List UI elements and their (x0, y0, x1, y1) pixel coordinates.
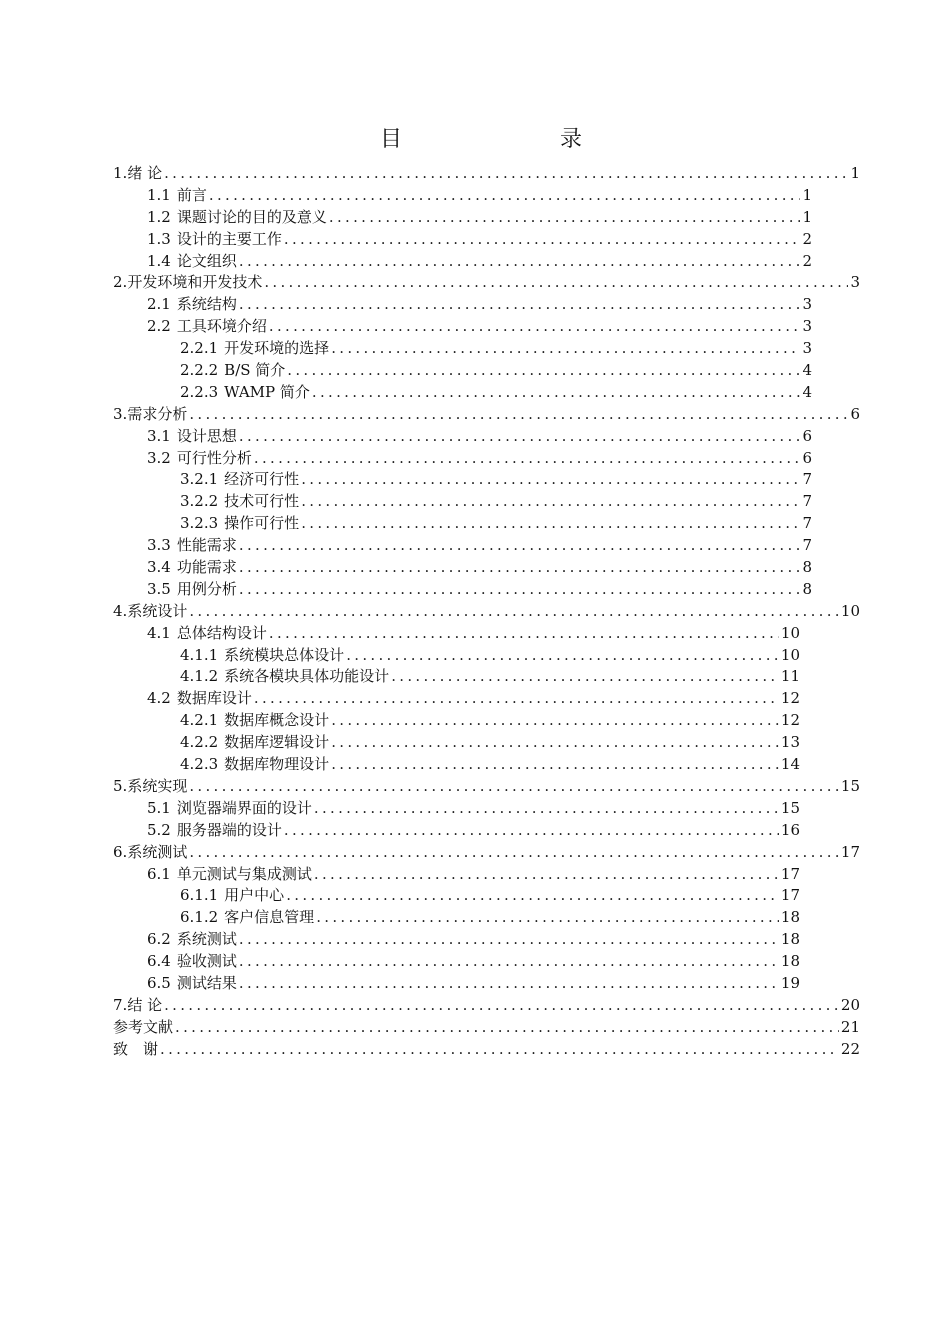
toc-entry[interactable] (113, 448, 860, 470)
toc-entry-page-number: 6 (802, 448, 812, 467)
toc-entry-label: 论文组织 (176, 251, 237, 270)
toc-entry-number: 2.2 (147, 317, 171, 336)
dot-leader (175, 1017, 839, 1039)
toc-entry-label: 功能需求 (176, 558, 237, 577)
toc-entry-label: 开发环境的选择 (224, 339, 330, 358)
toc-entry-number: 4. (113, 601, 128, 620)
toc-entry[interactable] (113, 251, 860, 273)
toc-entry[interactable] (113, 491, 860, 513)
page-title: 目 录 (379, 127, 620, 152)
toc-entry-label: B/S 简介 (224, 361, 286, 380)
toc-entry-label: 系统各模块具体功能设计 (224, 667, 390, 686)
toc-entry-number: 4.1.2 (180, 667, 219, 686)
toc-entry-label: WAMP 简介 (224, 382, 310, 401)
toc-entry[interactable] (113, 885, 860, 907)
toc-entry-label: 需求分析 (127, 404, 188, 423)
dot-leader (239, 973, 779, 995)
toc-entry-label: 操作可行性 (224, 514, 300, 533)
toc-entry-label: 结 论 (127, 995, 163, 1014)
toc-entry-label: 数据库设计 (176, 689, 252, 708)
toc-entry-label: 单元测试与集成测试 (176, 864, 312, 883)
toc-entry-label: 用户中心 (224, 886, 285, 905)
dot-leader (254, 688, 779, 710)
dot-leader (264, 272, 848, 294)
toc-entry[interactable] (113, 1039, 860, 1061)
toc-entry-page-number: 7 (802, 536, 812, 555)
toc-entry-label: 数据库逻辑设计 (224, 733, 330, 752)
toc-entry[interactable] (113, 995, 860, 1017)
toc-entry[interactable] (113, 732, 860, 754)
toc-entry-label: 性能需求 (176, 536, 237, 555)
toc-entry-number: 6.1 (147, 864, 171, 883)
toc-entry-page-number: 1 (802, 207, 812, 226)
toc-entry-number: 1.2 (147, 207, 171, 226)
dot-leader (391, 666, 779, 688)
dot-leader (189, 601, 839, 623)
toc-entry[interactable] (113, 754, 860, 776)
toc-entry[interactable] (113, 929, 860, 951)
toc-entry-number: 7. (113, 995, 128, 1014)
toc-entry-page-number: 1 (850, 164, 860, 182)
toc-entry-number: 3.5 (147, 579, 171, 598)
dot-leader (284, 229, 801, 251)
toc-entry-page-number: 18 (780, 952, 800, 971)
toc-entry-number: 3.2.2 (180, 492, 219, 511)
toc-entry[interactable] (113, 338, 860, 360)
toc-entry-label: 验收测试 (176, 952, 237, 971)
toc-entry-label: 用例分析 (176, 579, 237, 598)
toc-entry-label: 系统设计 (127, 601, 188, 620)
toc-entry-number: 6.2 (147, 930, 171, 949)
toc-entry-number: 4.1.1 (180, 645, 219, 664)
toc-entry-number: 1.1 (147, 185, 171, 204)
toc-entry-page-number: 3 (802, 295, 812, 314)
toc-entry-label: 可行性分析 (176, 448, 252, 467)
toc-entry[interactable] (113, 469, 860, 491)
dot-leader (239, 579, 801, 601)
toc-entry-page-number: 12 (780, 711, 800, 730)
toc-entry-number: 2.1 (147, 295, 171, 314)
toc-entry-page-number: 10 (780, 645, 800, 664)
dot-leader (239, 951, 779, 973)
toc-entry[interactable] (113, 272, 860, 294)
dot-leader (331, 754, 779, 776)
toc-entry-number: 4.1 (147, 623, 171, 642)
toc-entry-number: 2.2.1 (180, 339, 219, 358)
toc-entry-number: 2. (113, 273, 128, 292)
toc-entry-number: 6.5 (147, 973, 171, 992)
toc-entry-number: 6.1.1 (180, 886, 219, 905)
toc-entry[interactable] (113, 688, 860, 710)
toc-entry-page-number: 7 (802, 470, 812, 489)
toc-entry-number: 2.2.3 (180, 382, 219, 401)
toc-entry-page-number: 3 (802, 317, 812, 336)
dot-leader (239, 557, 801, 579)
dot-leader (287, 360, 800, 382)
toc-entry-page-number: 17 (780, 886, 800, 905)
toc-entry-number: 3.2.1 (180, 470, 219, 489)
toc-entry-page-number: 13 (780, 733, 800, 752)
dot-leader (301, 513, 800, 535)
toc-entry-number: 4.2.2 (180, 733, 219, 752)
toc-entry[interactable] (113, 666, 860, 688)
toc-entry-label: 经济可行性 (224, 470, 300, 489)
toc-entry-number: 6.1.2 (180, 908, 219, 927)
dot-leader (301, 469, 800, 491)
toc-entry-page-number: 2 (802, 229, 812, 248)
dot-leader (269, 316, 801, 338)
toc-entry[interactable] (113, 951, 860, 973)
toc-entry[interactable] (113, 294, 860, 316)
toc-entry-page-number: 18 (780, 908, 800, 927)
toc-entry-page-number: 6 (802, 426, 812, 445)
toc-entry[interactable] (113, 1017, 860, 1039)
toc-entry-label: 参考文献 (113, 1017, 174, 1036)
toc-entry[interactable] (113, 229, 860, 251)
toc-entry-page-number: 14 (780, 755, 800, 774)
toc-entry-number: 2.2.2 (180, 361, 219, 380)
toc-entry-page-number: 21 (840, 1017, 860, 1036)
toc-entry-label: 浏览器端界面的设计 (176, 798, 312, 817)
toc-entry-label: 服务器端的设计 (176, 820, 282, 839)
toc-entry-label: 课题讨论的目的及意义 (176, 207, 327, 226)
dot-leader (301, 491, 800, 513)
toc-entry-label: 前言 (176, 185, 207, 204)
toc-entry[interactable] (113, 623, 860, 645)
toc-entry-label: 系统测试 (127, 842, 188, 861)
toc-entry-page-number: 11 (780, 667, 800, 686)
toc-entry-page-number: 10 (780, 623, 800, 642)
toc-entry-page-number: 10 (840, 601, 860, 620)
toc-entry-number: 6. (113, 842, 128, 861)
toc-entry-label: 系统实现 (127, 776, 188, 795)
toc-entry-label: 绪 论 (127, 164, 163, 182)
dot-leader (284, 820, 779, 842)
toc-entry[interactable] (113, 382, 860, 404)
toc-entry-page-number: 2 (802, 251, 812, 270)
toc-entry[interactable] (113, 776, 860, 798)
toc-entry-number: 1. (113, 164, 128, 182)
dot-leader (239, 251, 801, 273)
toc-entry-page-number: 17 (780, 864, 800, 883)
toc-entry-page-number: 1 (802, 185, 812, 204)
toc-entry-page-number: 8 (802, 558, 812, 577)
toc-entry-label: 系统模块总体设计 (224, 645, 345, 664)
dot-leader (329, 207, 801, 229)
dot-leader (331, 732, 779, 754)
toc-entry-number: 5.2 (147, 820, 171, 839)
toc-entry-label: 设计的主要工作 (176, 229, 282, 248)
toc-entry-page-number: 15 (780, 798, 800, 817)
toc-entry[interactable] (113, 207, 860, 229)
toc-entry-page-number: 7 (802, 514, 812, 533)
toc-entry-page-number: 7 (802, 492, 812, 511)
toc-entry[interactable] (113, 185, 860, 207)
dot-leader (189, 404, 848, 426)
toc-entry-page-number: 19 (780, 973, 800, 992)
dot-leader (314, 798, 779, 820)
toc-entry[interactable] (113, 426, 860, 448)
toc-entry-label: 测试结果 (176, 973, 237, 992)
toc-entry-number: 3. (113, 404, 128, 423)
dot-leader (254, 448, 801, 470)
toc-entry-label: 数据库概念设计 (224, 711, 330, 730)
dot-leader (239, 426, 801, 448)
toc-entry-page-number: 20 (840, 995, 860, 1014)
dot-leader (164, 995, 839, 1017)
toc-entry-page-number: 8 (802, 579, 812, 598)
toc-entry-page-number: 3 (802, 339, 812, 358)
toc-entry-label: 开发环境和开发技术 (127, 273, 263, 292)
dot-leader (239, 294, 801, 316)
toc-entry[interactable] (113, 535, 860, 557)
toc-entry[interactable] (113, 820, 860, 842)
dot-leader (269, 623, 779, 645)
toc-entry-number: 5. (113, 776, 128, 795)
dot-leader (189, 776, 839, 798)
toc-entry-label: 数据库物理设计 (224, 755, 330, 774)
toc-entry-number: 3.1 (147, 426, 171, 445)
toc-entry-number: 3.2.3 (180, 514, 219, 533)
toc-entry[interactable] (113, 316, 860, 338)
toc-entry[interactable] (113, 710, 860, 732)
toc-entry[interactable] (113, 163, 860, 185)
dot-leader (331, 338, 800, 360)
toc-entry-page-number: 15 (840, 776, 860, 795)
dot-leader (209, 185, 801, 207)
toc-entry-number: 3.3 (147, 536, 171, 555)
dot-leader (160, 1039, 839, 1061)
toc-entry-number: 4.2.3 (180, 755, 219, 774)
dot-leader (314, 864, 779, 886)
dot-leader (312, 382, 801, 404)
toc-entry-label: 客户信息管理 (224, 908, 315, 927)
dot-leader (286, 885, 779, 907)
toc-entry[interactable] (113, 513, 860, 535)
toc-entry-number: 4.2.1 (180, 711, 219, 730)
dot-leader (239, 535, 801, 557)
toc-entry-label: 设计思想 (176, 426, 237, 445)
toc-entry-label: 致 谢 (113, 1039, 159, 1058)
dot-leader (346, 645, 779, 667)
toc-entry-page-number: 16 (780, 820, 800, 839)
toc-entry-page-number: 12 (780, 689, 800, 708)
table-of-contents (113, 163, 860, 1061)
toc-entry[interactable] (113, 842, 860, 864)
toc-entry-page-number: 22 (840, 1039, 860, 1058)
toc-entry[interactable] (113, 601, 860, 623)
toc-entry-label: 总体结构设计 (176, 623, 267, 642)
toc-entry-number: 3.4 (147, 558, 171, 577)
dot-leader (164, 163, 848, 185)
dot-leader (331, 710, 779, 732)
toc-entry[interactable] (113, 798, 860, 820)
toc-entry-number: 5.1 (147, 798, 171, 817)
toc-entry-number: 3.2 (147, 448, 171, 467)
toc-entry[interactable] (113, 404, 860, 426)
toc-entry-label: 工具环境介绍 (176, 317, 267, 336)
toc-entry[interactable] (113, 864, 860, 886)
toc-entry-page-number: 4 (802, 382, 812, 401)
dot-leader (239, 929, 779, 951)
toc-entry-number: 6.4 (147, 952, 171, 971)
toc-entry-number: 1.4 (147, 251, 171, 270)
toc-entry-label: 技术可行性 (224, 492, 300, 511)
toc-entry-label: 系统结构 (176, 295, 237, 314)
toc-entry[interactable] (113, 973, 860, 995)
toc-entry[interactable] (113, 907, 860, 929)
toc-entry-page-number: 4 (802, 361, 812, 380)
dot-leader (189, 842, 839, 864)
toc-entry[interactable] (113, 579, 860, 601)
toc-entry[interactable] (113, 360, 860, 382)
toc-entry[interactable] (113, 557, 860, 579)
toc-entry-page-number: 3 (850, 273, 860, 292)
toc-entry-page-number: 6 (850, 404, 860, 423)
toc-entry-page-number: 18 (780, 930, 800, 949)
toc-entry-page-number: 17 (840, 842, 860, 861)
toc-entry-label: 系统测试 (176, 930, 237, 949)
toc-entry-number: 4.2 (147, 689, 171, 708)
toc-entry-number: 1.3 (147, 229, 171, 248)
dot-leader (316, 907, 779, 929)
toc-entry[interactable] (113, 645, 860, 667)
